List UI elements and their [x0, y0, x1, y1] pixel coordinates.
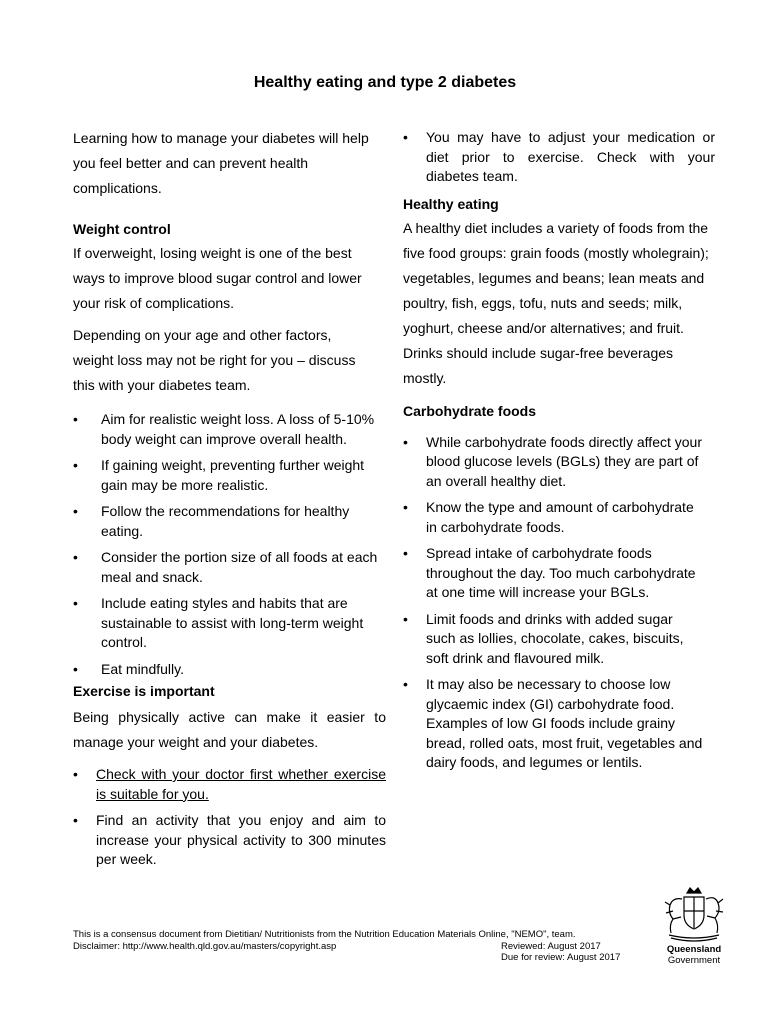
list-item: • It may also be necessary to choose low glycaemic index (GI) carbohydrate food. Examples of low GI foods include grainy bread, rolled oats, most fruit, vegetables and dairy foods, and legumes or lentils.	[403, 675, 703, 773]
footer-due: Due for review: August 2017	[501, 952, 621, 963]
list-item: • Eat mindfully.	[73, 660, 378, 680]
footer-reviewed: Reviewed: August 2017	[501, 940, 601, 952]
weight-bullet-list	[73, 410, 378, 679]
list-item: • Include eating styles and habits that are sustainable to assist with long-term weight control.	[73, 594, 378, 653]
list-item: • Limit foods and drinks with added sugar such as lollies, chocolate, cakes, biscuits, soft drink and flavoured milk.	[403, 610, 703, 669]
list-item: • Find an activity that you enjoy and aim to increase your physical activity to 300 minutes per week.	[73, 811, 386, 870]
logo-line-1: Queensland	[666, 944, 722, 955]
list-item: • If gaining weight, preventing further weight gain may be more realistic.	[73, 456, 378, 495]
right-column	[403, 126, 715, 773]
exercise-bullet-list	[73, 765, 386, 870]
weight-paragraph-1: If overweight, losing weight is one of the best ways to improve blood sugar control and lower your risk of complications.	[73, 245, 362, 311]
healthy-eating-paragraph: A healthy diet includes a variety of foods from the five food groups: grain foods (mostly wholegrain); vegetables, legumes and beans; lean meats and poultry, fish, eggs, tofu, nuts and seeds; milk, yoghurt, cheese and/or alternatives; and fruit. Drinks should include sugar-free beverages mostly.	[403, 219, 709, 386]
page-title: Healthy eating and type 2 diabetes	[253, 74, 517, 91]
intro-paragraph: Learning how to manage your diabetes will help you feel better and can prevent health complications.	[73, 130, 369, 196]
doctor-check-link[interactable]: Check with your doctor first whether exercise is suitable for you.	[96, 766, 386, 802]
list-item: • Spread intake of carbohydrate foods throughout the day. Too much carbohydrate at one time will increase your BGLs.	[403, 544, 703, 603]
carbohydrate-heading: Carbohydrate foods	[403, 402, 537, 419]
list-item: • You may have to adjust your medication or diet prior to exercise. Check with your diabetes team.	[403, 128, 715, 187]
list-item	[73, 765, 386, 804]
footer-consensus: This is a consensus document from Dietitian/ Nutritionists from the Nutrition Education Materials Online, "NEMO", team.	[73, 929, 576, 940]
footer-due-row	[73, 952, 643, 964]
footer	[73, 929, 643, 964]
footer-disclaimer: Disclaimer: http://www.health.qld.gov.au/masters/copyright.asp	[73, 940, 337, 952]
exercise-paragraph: Being physically active can make it easier to manage your weight and your diabetes.	[73, 709, 386, 750]
list-item: • While carbohydrate foods directly affect your blood glucose levels (BGLs) they are part of an overall healthy diet.	[403, 433, 703, 492]
list-item: • Know the type and amount of carbohydrate in carbohydrate foods.	[403, 498, 703, 537]
left-column	[73, 126, 386, 870]
footer-disclaimer-row	[73, 941, 643, 953]
healthy-eating-heading: Healthy eating	[403, 195, 499, 212]
coat-of-arms-icon	[655, 885, 733, 945]
weight-control-heading: Weight control	[73, 221, 171, 237]
queensland-government-logo	[655, 885, 733, 970]
list-item: • Aim for realistic weight loss. A loss of 5-10% body weight can improve overall health.	[73, 410, 378, 449]
weight-paragraph-2: Depending on your age and other factors, weight loss may not be right for you – discuss this with your diabetes team.	[73, 327, 356, 393]
list-item: • Follow the recommendations for healthy eating.	[73, 502, 378, 541]
medication-bullet-list	[403, 128, 715, 187]
list-item: • Consider the portion size of all foods at each meal and snack.	[73, 548, 378, 587]
logo-text	[655, 945, 733, 966]
carbohydrate-bullet-list	[403, 433, 703, 773]
logo-line-2: Government	[667, 954, 721, 966]
exercise-heading: Exercise is important	[73, 683, 215, 699]
